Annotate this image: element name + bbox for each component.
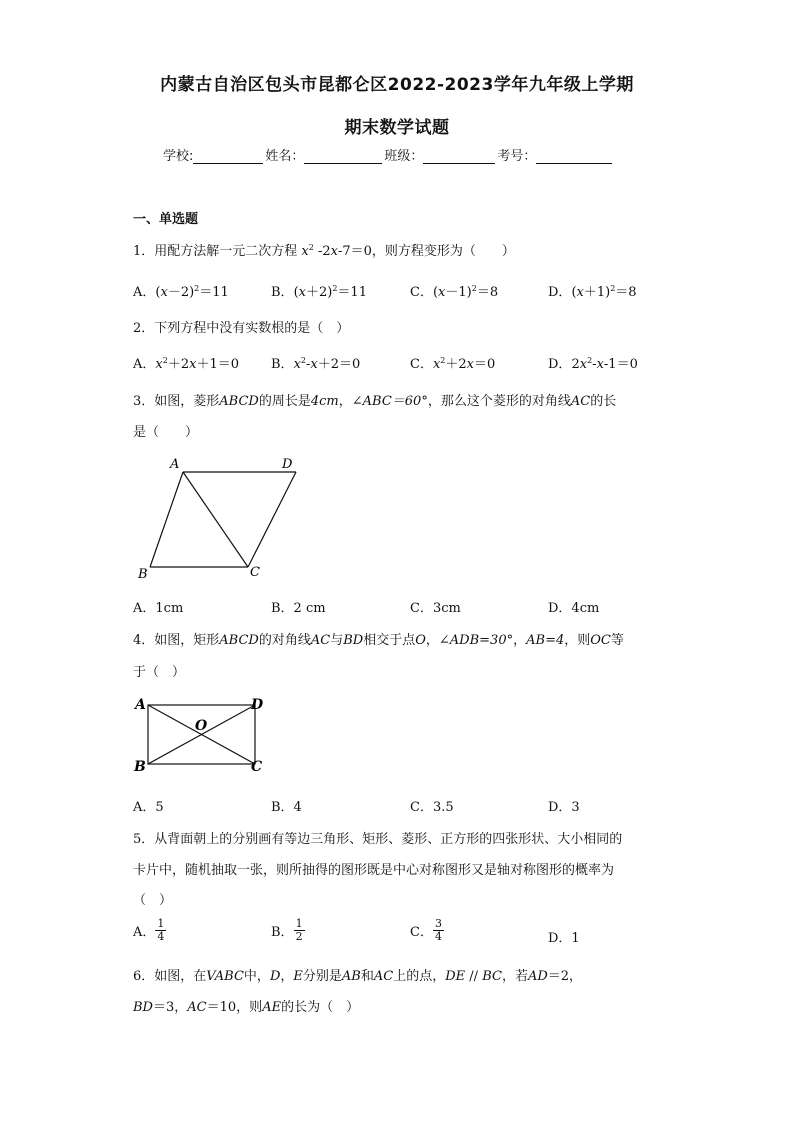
- question-4-stem-line2: 于（ ）: [133, 665, 186, 680]
- q3-option-c[interactable]: C．3cm: [410, 601, 461, 616]
- question-2-stem: 2．下列方程中没有实数根的是（ ）: [133, 321, 350, 336]
- question-3-stem-line1: 3．如图，菱形ABCD的周长是4cm，∠ABC＝60°，那么这个菱形的对角线AC的长: [133, 394, 617, 409]
- exam-no-blank[interactable]: [536, 149, 612, 164]
- question-3-stem-line2: 是（ ）: [133, 425, 199, 440]
- q2-option-d[interactable]: D．$2x^2-x-1=0$: [548, 356, 638, 372]
- school-label: 学校:: [163, 149, 194, 164]
- school-blank[interactable]: [193, 149, 263, 164]
- question-5-stem-line3: （ ）: [133, 893, 173, 908]
- q5-option-d[interactable]: D．1: [548, 931, 580, 946]
- q4-option-c[interactable]: C．3.5: [410, 800, 454, 815]
- q4-rectangle-figure: [130, 692, 270, 777]
- q1-option-b[interactable]: B．$(x+2)^2=11$: [271, 284, 367, 300]
- rhombus-side-dc: [248, 472, 296, 567]
- q3-rhombus-figure: [130, 452, 310, 582]
- q5-option-c[interactable]: C． $\frac{3}{4}$: [410, 917, 442, 943]
- question-5-stem-line2: 卡片中，随机抽取一张，则所抽得的图形既是中心对称图形又是轴对称图形的概率为: [133, 863, 615, 878]
- q4-option-a[interactable]: A．5: [133, 800, 164, 815]
- rhombus-diagonal-ac: [183, 472, 248, 567]
- label-d: D: [251, 697, 264, 713]
- name-blank[interactable]: [304, 149, 382, 164]
- label-b: B: [134, 759, 146, 775]
- q2-option-a[interactable]: A．$x^2+2x+1=0$: [133, 356, 239, 372]
- label-d: D: [282, 457, 293, 472]
- exam-title-line1: 内蒙古自治区包头市昆都仑区2022-2023学年九年级上学期: [160, 75, 634, 95]
- label-a: A: [170, 457, 180, 472]
- q2-option-c[interactable]: C．$x^2+2x=0$: [410, 356, 496, 372]
- name-label: 姓名：: [265, 149, 305, 164]
- q3-option-d[interactable]: D．4cm: [548, 601, 600, 616]
- question-4-stem-line1: 4．如图，矩形ABCD的对角线AC与BD相交于点O，∠ADB=30°，AB=4，则OC等: [133, 633, 624, 648]
- exam-title-line2: 期末数学试题: [344, 118, 450, 138]
- rhombus-side-ba: [150, 472, 183, 567]
- label-b: B: [138, 567, 148, 582]
- label-o: O: [195, 718, 208, 734]
- q1-option-a[interactable]: A．$(x-2)^2=11$: [133, 284, 229, 300]
- section-single-choice: 一、单选题: [133, 212, 199, 227]
- question-6-stem-line1: 6．如图，在VABC中，D，E分别是AB和AC上的点，DE // BC，若AD＝2，: [133, 969, 583, 984]
- q5-option-b[interactable]: B． $\frac{1}{2}$: [271, 917, 303, 943]
- class-label: 班级：: [384, 149, 424, 164]
- label-a: A: [135, 697, 146, 713]
- q2-option-b[interactable]: B．$x^2-x+2=0$: [271, 356, 361, 372]
- fraction-three-quarters: $\frac{3}{4}$: [434, 917, 442, 943]
- fraction-one-quarter: $\frac{1}{4}$: [157, 917, 165, 943]
- question-1-stem: 1．用配方法解一元二次方程 $x^2$ -2x-7＝0，则方程变形为（ ）: [133, 243, 515, 259]
- label-c: C: [250, 565, 260, 580]
- q1-option-d[interactable]: D．$(x+1)^2=8$: [548, 284, 637, 300]
- student-info-line: [163, 145, 614, 164]
- exam-no-label: 考号：: [497, 149, 537, 164]
- class-blank[interactable]: [423, 149, 495, 164]
- q3-option-b[interactable]: B．2 cm: [271, 601, 326, 616]
- question-5-stem-line1: 5．从背面朝上的分别画有等边三角形、矩形、菱形、正方形的四张形状、大小相同的: [133, 832, 623, 847]
- q3-option-a[interactable]: A．1cm: [133, 601, 184, 616]
- label-c: C: [251, 759, 263, 775]
- q5-option-a[interactable]: A． $\frac{1}{4}$: [133, 917, 165, 943]
- q4-option-b[interactable]: B．4: [271, 800, 302, 815]
- q1-option-c[interactable]: C．$(x-1)^2=8$: [410, 284, 499, 300]
- fraction-one-half: $\frac{1}{2}$: [295, 917, 303, 943]
- q4-option-d[interactable]: D．3: [548, 800, 580, 815]
- question-6-stem-line2: BD＝3，AC＝10，则AE的长为（ ）: [133, 1000, 360, 1015]
